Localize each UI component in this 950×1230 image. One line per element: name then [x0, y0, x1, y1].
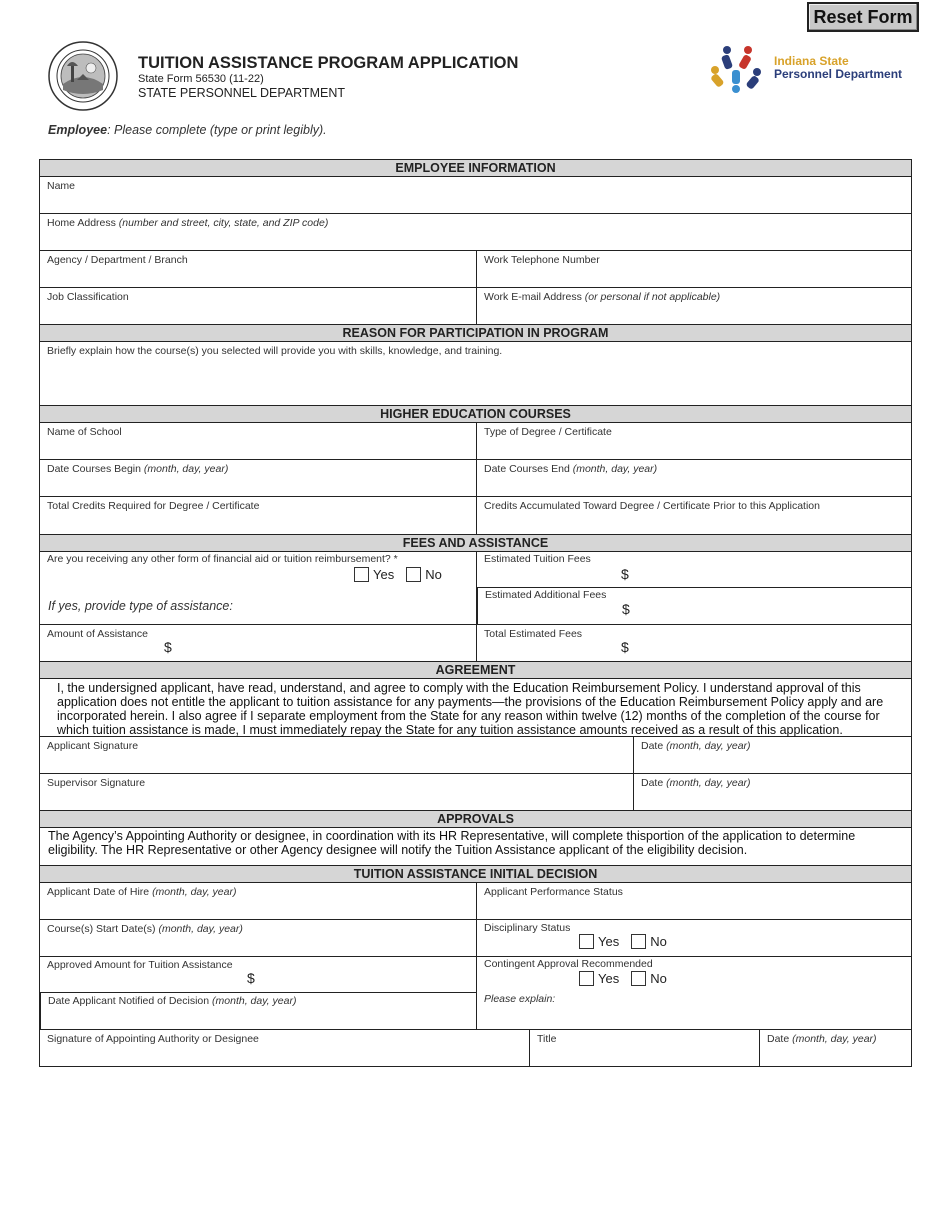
- date-begin-field[interactable]: Date Courses Begin (month, day, year): [47, 463, 229, 475]
- work-phone-field[interactable]: Work Telephone Number: [476, 251, 911, 287]
- reason-heading: REASON FOR PARTICIPATION IN PROGRAM: [40, 324, 911, 342]
- fees-heading: FEES AND ASSISTANCE: [40, 534, 911, 552]
- other-aid-no-checkbox[interactable]: [406, 567, 421, 582]
- amount-assistance-field[interactable]: Amount of Assistance $: [47, 628, 172, 655]
- authority-title-field[interactable]: Title: [529, 1030, 759, 1066]
- job-classification-field[interactable]: Job Classification: [47, 291, 129, 303]
- other-aid-question: Are you receiving any other form of financial aid or tuition reimbursement? *: [47, 553, 398, 565]
- reason-field[interactable]: Briefly explain how the course(s) you selected will provide you with skills, knowledge, and training.: [47, 345, 503, 357]
- school-name-field[interactable]: Name of School: [47, 426, 122, 438]
- employee-instruction: Employee: Please complete (type or print legibly).: [48, 123, 327, 137]
- disciplinary-no-checkbox[interactable]: [631, 934, 646, 949]
- authority-date-field[interactable]: Date (month, day, year): [759, 1030, 911, 1066]
- state-seal-icon: [47, 40, 119, 112]
- contingent-no-checkbox[interactable]: [631, 971, 646, 986]
- assistance-type-field[interactable]: If yes, provide type of assistance:: [48, 599, 233, 613]
- home-address-field[interactable]: Home Address (number and street, city, state, and ZIP code): [47, 217, 329, 229]
- please-explain-field[interactable]: Please explain:: [484, 993, 556, 1005]
- hire-date-field[interactable]: Applicant Date of Hire (month, day, year): [47, 886, 237, 898]
- notified-date-field[interactable]: Date Applicant Notified of Decision (month, day, year): [40, 993, 476, 1029]
- approved-amount-field[interactable]: Approved Amount for Tuition Assistance $: [40, 957, 476, 993]
- credits-accumulated-field[interactable]: Credits Accumulated Toward Degree / Certificate Prior to this Application: [476, 497, 911, 534]
- disciplinary-options: Yes No: [579, 934, 667, 949]
- course-start-dates-field[interactable]: Course(s) Start Date(s) (month, day, year): [47, 923, 243, 935]
- supervisor-signature-field[interactable]: Supervisor Signature: [47, 777, 146, 789]
- disciplinary-status-cell: Disciplinary Status Yes No: [476, 920, 911, 956]
- contingent-approval-cell: Contingent Approval Recommended Yes No Please explain:: [476, 957, 911, 1029]
- performance-status-field[interactable]: Applicant Performance Status: [476, 883, 911, 919]
- other-aid-options: Yes No: [354, 567, 442, 582]
- department-name: STATE PERSONNEL DEPARTMENT: [138, 86, 345, 100]
- personnel-logo-icon: [710, 42, 762, 94]
- contingent-yes-checkbox[interactable]: [579, 971, 594, 986]
- agreement-text: I, the undersigned applicant, have read, understand, and agree to comply with the Education Reimbursement Policy. I understand approval of this application does not entitle the applicant to tuition assistance for any payments—the provisions of the Education Reimbursement Policy apply and are incorporated herein. I also agree if I separate employment from the State for any reason within twelve (12) months of the completion of the course for which tuition assistance is made, I must immediately repay the State for any tuition assistance amounts received as a result of this application.: [57, 681, 884, 737]
- other-aid-cell: [40, 552, 476, 624]
- supervisor-date-field[interactable]: Date (month, day, year): [633, 774, 911, 810]
- decision-heading: TUITION ASSISTANCE INITIAL DECISION: [40, 865, 911, 883]
- form-title: TUITION ASSISTANCE PROGRAM APPLICATION: [138, 54, 519, 72]
- logo-text-line2: Personnel Department: [774, 67, 903, 81]
- tuition-fees-field[interactable]: Estimated Tuition Fees $: [477, 552, 911, 588]
- form-number: State Form 56530 (11-22): [138, 73, 264, 85]
- work-email-field[interactable]: Work E-mail Address (or personal if not applicable): [476, 288, 911, 324]
- additional-fees-field[interactable]: Estimated Additional Fees $: [477, 588, 911, 624]
- application-form: [39, 159, 912, 1067]
- total-fees-field[interactable]: Total Estimated Fees $: [476, 625, 911, 661]
- authority-signature-field[interactable]: Signature of Appointing Authority or Designee: [47, 1033, 259, 1045]
- courses-heading: HIGHER EDUCATION COURSES: [40, 405, 911, 423]
- disciplinary-yes-checkbox[interactable]: [579, 934, 594, 949]
- name-field[interactable]: Name: [47, 180, 76, 192]
- contingent-options: Yes No: [579, 971, 667, 986]
- applicant-signature-field[interactable]: Applicant Signature: [47, 740, 139, 752]
- agreement-heading: AGREEMENT: [40, 661, 911, 679]
- total-credits-field[interactable]: Total Credits Required for Degree / Certificate: [47, 500, 260, 512]
- reset-form-button[interactable]: Reset Form: [807, 2, 919, 32]
- agency-field[interactable]: Agency / Department / Branch: [47, 254, 188, 266]
- approvals-heading: APPROVALS: [40, 810, 911, 828]
- employee-info-heading: EMPLOYEE INFORMATION: [40, 159, 911, 177]
- logo-text-line1: Indiana State: [774, 54, 849, 68]
- degree-type-field[interactable]: Type of Degree / Certificate: [476, 423, 911, 459]
- approvals-text: The Agency’s Appointing Authority or designee, in coordination with its HR Representative, will complete thisportion of the application to determine eligibility. The HR Representative or other Agency designee will notify the Tuition Assistance applicant of the eligibility decision.: [48, 829, 856, 857]
- other-aid-yes-checkbox[interactable]: [354, 567, 369, 582]
- date-end-field[interactable]: Date Courses End (month, day, year): [476, 460, 911, 496]
- applicant-date-field[interactable]: Date (month, day, year): [633, 737, 911, 773]
